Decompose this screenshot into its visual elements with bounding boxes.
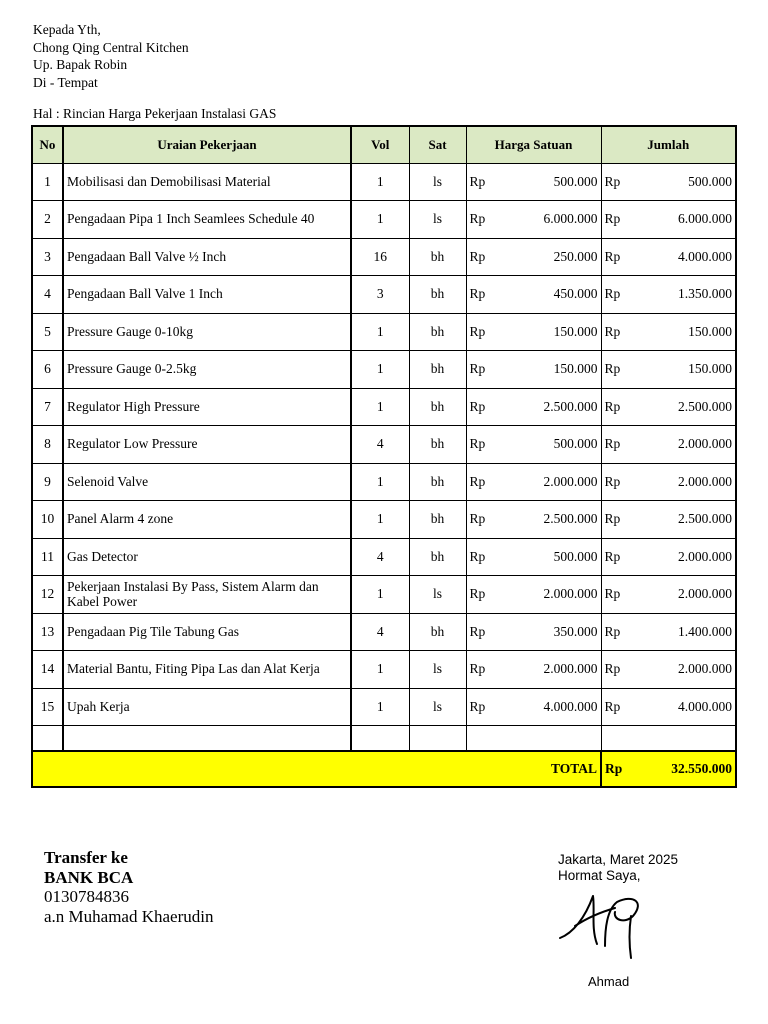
row-unit: ls xyxy=(409,576,466,614)
amount-value: 4.000.000 xyxy=(678,248,732,264)
recipient-company: Chong Qing Central Kitchen xyxy=(33,39,189,55)
table-row xyxy=(32,351,736,389)
table-row xyxy=(32,388,736,426)
total-amount: 32.550.000 xyxy=(671,760,732,776)
signer-name: Ahmad xyxy=(588,974,630,989)
row-amount xyxy=(601,501,736,539)
unit-price-value: 500.000 xyxy=(553,436,598,452)
currency-label: Rp xyxy=(604,323,621,339)
row-description: Material Bantu, Fiting Pipa Las dan Alat Kerja xyxy=(63,651,351,689)
unit-price-value: 350.000 xyxy=(553,623,598,639)
row-unit: ls xyxy=(409,651,466,689)
row-description: Regulator Low Pressure xyxy=(63,426,351,464)
table-row xyxy=(32,426,736,464)
total-spacer xyxy=(409,751,466,787)
blank-cell xyxy=(409,726,466,751)
row-unit-price xyxy=(466,351,601,389)
unit-price-value: 450.000 xyxy=(553,286,598,302)
recipient-attention: Up. Bapak Robin xyxy=(33,57,128,72)
row-volume: 1 xyxy=(351,388,409,426)
amount-value: 2.500.000 xyxy=(678,398,732,414)
row-number: 5 xyxy=(32,313,63,351)
payment-info xyxy=(44,848,213,926)
row-amount xyxy=(601,463,736,501)
currency-label: Rp xyxy=(604,623,621,639)
blank-cell xyxy=(466,726,601,751)
row-description: Upah Kerja xyxy=(63,688,351,726)
row-number: 9 xyxy=(32,463,63,501)
unit-price-value: 150.000 xyxy=(553,361,598,377)
currency-label: Rp xyxy=(469,323,486,339)
table-row xyxy=(32,651,736,689)
currency-label: Rp xyxy=(604,511,621,527)
currency-label: Rp xyxy=(469,248,486,264)
unit-price-value: 2.500.000 xyxy=(543,511,598,527)
blank-cell xyxy=(351,726,409,751)
amount-value: 2.000.000 xyxy=(678,473,732,489)
row-amount xyxy=(601,688,736,726)
currency-label: Rp xyxy=(605,760,623,776)
row-amount xyxy=(601,313,736,351)
currency-label: Rp xyxy=(469,473,486,489)
row-description: Gas Detector xyxy=(63,538,351,576)
currency-label: Rp xyxy=(604,436,621,452)
currency-label: Rp xyxy=(469,698,486,714)
currency-label: Rp xyxy=(469,586,486,602)
row-amount xyxy=(601,426,736,464)
regards-text: Hormat Saya, xyxy=(558,868,641,883)
amount-value: 500.000 xyxy=(688,173,732,189)
unit-price-value: 150.000 xyxy=(553,323,598,339)
row-number: 6 xyxy=(32,351,63,389)
row-unit-price xyxy=(466,688,601,726)
row-number: 14 xyxy=(32,651,63,689)
row-description: Regulator High Pressure xyxy=(63,388,351,426)
row-unit-price xyxy=(466,426,601,464)
row-amount xyxy=(601,351,736,389)
row-unit-price xyxy=(466,463,601,501)
row-volume: 4 xyxy=(351,613,409,651)
row-volume: 1 xyxy=(351,463,409,501)
currency-label: Rp xyxy=(469,361,486,377)
currency-label: Rp xyxy=(469,211,486,227)
row-unit: bh xyxy=(409,351,466,389)
amount-value: 2.000.000 xyxy=(678,436,732,452)
currency-label: Rp xyxy=(469,511,486,527)
blank-cell xyxy=(601,726,736,751)
row-number: 2 xyxy=(32,201,63,239)
recipient-location: Di - Tempat xyxy=(33,74,98,90)
header-amount: Jumlah xyxy=(601,126,736,163)
header-no: No xyxy=(32,126,63,163)
header-unit: Sat xyxy=(409,126,466,163)
row-volume: 1 xyxy=(351,313,409,351)
row-amount xyxy=(601,276,736,314)
row-unit: bh xyxy=(409,276,466,314)
row-volume: 4 xyxy=(351,538,409,576)
signature-mark xyxy=(555,888,650,960)
currency-label: Rp xyxy=(604,661,621,677)
row-amount xyxy=(601,538,736,576)
total-row xyxy=(32,751,736,787)
currency-label: Rp xyxy=(604,473,621,489)
recipient-block xyxy=(33,21,189,91)
row-unit-price xyxy=(466,613,601,651)
row-description: Pressure Gauge 0-10kg xyxy=(63,313,351,351)
table-row xyxy=(32,313,736,351)
account-name: a.n Muhamad Khaerudin xyxy=(44,906,214,926)
row-number: 10 xyxy=(32,501,63,539)
row-amount xyxy=(601,613,736,651)
row-unit: bh xyxy=(409,538,466,576)
unit-price-value: 6.000.000 xyxy=(543,211,598,227)
currency-label: Rp xyxy=(469,173,486,189)
row-unit: bh xyxy=(409,313,466,351)
currency-label: Rp xyxy=(604,173,621,189)
row-unit-price xyxy=(466,276,601,314)
amount-value: 1.400.000 xyxy=(678,623,732,639)
bank-name: BANK BCA xyxy=(44,867,134,887)
currency-label: Rp xyxy=(604,248,621,264)
amount-value: 2.500.000 xyxy=(678,511,732,527)
row-volume: 1 xyxy=(351,163,409,201)
subject-line: Hal : Rincian Harga Pekerjaan Instalasi GAS xyxy=(33,106,277,121)
table-row xyxy=(32,163,736,201)
row-description: Panel Alarm 4 zone xyxy=(63,501,351,539)
row-unit: bh xyxy=(409,388,466,426)
row-description: Mobilisasi dan Demobilisasi Material xyxy=(63,163,351,201)
table-header-row xyxy=(32,126,736,163)
amount-value: 2.000.000 xyxy=(678,661,732,677)
table-row xyxy=(32,688,736,726)
total-amount-cell xyxy=(601,751,736,787)
amount-value: 1.350.000 xyxy=(678,286,732,302)
row-number: 7 xyxy=(32,388,63,426)
closing-block xyxy=(558,852,678,884)
row-number: 13 xyxy=(32,613,63,651)
row-unit: bh xyxy=(409,501,466,539)
row-volume: 1 xyxy=(351,576,409,614)
table-row xyxy=(32,463,736,501)
transfer-title: Transfer ke xyxy=(44,848,128,867)
currency-label: Rp xyxy=(469,436,486,452)
row-unit: ls xyxy=(409,688,466,726)
unit-price-value: 500.000 xyxy=(553,173,598,189)
currency-label: Rp xyxy=(604,398,621,414)
currency-label: Rp xyxy=(604,698,621,714)
row-unit: bh xyxy=(409,463,466,501)
row-unit-price xyxy=(466,163,601,201)
blank-cell xyxy=(63,726,351,751)
row-volume: 16 xyxy=(351,238,409,276)
row-unit-price xyxy=(466,576,601,614)
table-row xyxy=(32,576,736,614)
table-body xyxy=(32,163,736,787)
row-unit: bh xyxy=(409,426,466,464)
unit-price-value: 250.000 xyxy=(553,248,598,264)
currency-label: Rp xyxy=(469,661,486,677)
currency-label: Rp xyxy=(469,398,486,414)
row-amount xyxy=(601,388,736,426)
header-description: Uraian Pekerjaan xyxy=(63,126,351,163)
total-label: TOTAL xyxy=(466,751,601,787)
row-unit-price xyxy=(466,651,601,689)
row-unit-price xyxy=(466,201,601,239)
recipient-line: Kepada Yth, xyxy=(33,22,101,37)
row-unit-price xyxy=(466,313,601,351)
row-unit-price xyxy=(466,538,601,576)
row-volume: 1 xyxy=(351,201,409,239)
row-unit-price xyxy=(466,501,601,539)
row-description: Pressure Gauge 0-2.5kg xyxy=(63,351,351,389)
currency-label: Rp xyxy=(604,586,621,602)
amount-value: 6.000.000 xyxy=(678,211,732,227)
row-amount xyxy=(601,238,736,276)
total-spacer xyxy=(32,751,63,787)
currency-label: Rp xyxy=(604,286,621,302)
unit-price-value: 2.000.000 xyxy=(543,661,598,677)
table-row xyxy=(32,538,736,576)
row-volume: 4 xyxy=(351,426,409,464)
amount-value: 150.000 xyxy=(688,361,732,377)
row-description: Pengadaan Pipa 1 Inch Seamlees Schedule 40 xyxy=(63,201,351,239)
row-number: 12 xyxy=(32,576,63,614)
row-description: Selenoid Valve xyxy=(63,463,351,501)
amount-value: 2.000.000 xyxy=(678,548,732,564)
table-row xyxy=(32,238,736,276)
table-row xyxy=(32,201,736,239)
currency-label: Rp xyxy=(469,548,486,564)
table-row xyxy=(32,501,736,539)
unit-price-value: 2.000.000 xyxy=(543,586,598,602)
unit-price-value: 2.000.000 xyxy=(543,473,598,489)
row-unit: ls xyxy=(409,201,466,239)
row-description: Pengadaan Ball Valve 1 Inch xyxy=(63,276,351,314)
row-unit: ls xyxy=(409,163,466,201)
row-unit-price xyxy=(466,238,601,276)
row-unit-price xyxy=(466,388,601,426)
currency-label: Rp xyxy=(604,361,621,377)
header-unit-price: Harga Satuan xyxy=(466,126,601,163)
row-description: Pengadaan Pig Tile Tabung Gas xyxy=(63,613,351,651)
row-description: Pekerjaan Instalasi By Pass, Sistem Alarm dan Kabel Power xyxy=(63,576,351,614)
account-number: 0130784836 xyxy=(44,887,129,906)
currency-label: Rp xyxy=(469,623,486,639)
row-number: 3 xyxy=(32,238,63,276)
price-table xyxy=(31,125,737,788)
currency-label: Rp xyxy=(604,211,621,227)
currency-label: Rp xyxy=(604,548,621,564)
table-row xyxy=(32,613,736,651)
row-volume: 1 xyxy=(351,688,409,726)
row-number: 8 xyxy=(32,426,63,464)
amount-value: 150.000 xyxy=(688,323,732,339)
amount-value: 2.000.000 xyxy=(678,586,732,602)
row-number: 1 xyxy=(32,163,63,201)
row-unit: bh xyxy=(409,238,466,276)
place-date: Jakarta, Maret 2025 xyxy=(558,852,679,867)
row-volume: 1 xyxy=(351,501,409,539)
total-spacer xyxy=(63,751,351,787)
unit-price-value: 4.000.000 xyxy=(543,698,598,714)
row-number: 11 xyxy=(32,538,63,576)
row-unit: bh xyxy=(409,613,466,651)
row-number: 15 xyxy=(32,688,63,726)
row-volume: 1 xyxy=(351,651,409,689)
amount-value: 4.000.000 xyxy=(678,698,732,714)
row-volume: 3 xyxy=(351,276,409,314)
row-description: Pengadaan Ball Valve ½ Inch xyxy=(63,238,351,276)
currency-label: Rp xyxy=(469,286,486,302)
blank-cell xyxy=(32,726,63,751)
total-spacer xyxy=(351,751,409,787)
row-number: 4 xyxy=(32,276,63,314)
header-volume: Vol xyxy=(351,126,409,163)
table-row xyxy=(32,276,736,314)
row-amount xyxy=(601,576,736,614)
row-volume: 1 xyxy=(351,351,409,389)
row-amount xyxy=(601,651,736,689)
unit-price-value: 500.000 xyxy=(553,548,598,564)
blank-row xyxy=(32,726,736,751)
row-amount xyxy=(601,163,736,201)
unit-price-value: 2.500.000 xyxy=(543,398,598,414)
row-amount xyxy=(601,201,736,239)
